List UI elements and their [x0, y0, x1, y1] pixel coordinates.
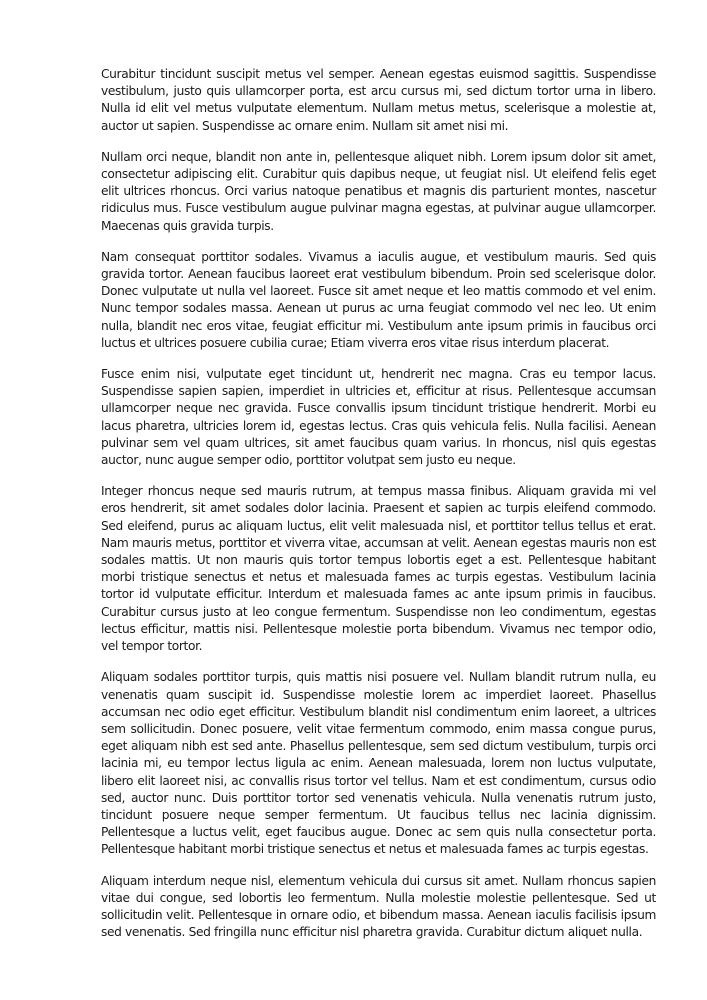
document-page	[101, 66, 656, 955]
paragraph-1: Curabitur tincidunt suscipit metus vel semper. Aenean egestas euismod sagittis. Suspendisse vestibulum, justo quis ullamcorper porta, est arcu cursus mi, sed dictum tortor urna in libero. Nulla id elit vel metus vulputate elementum. Nullam metus metus, scelerisque a molestie at, auctor ut sapien. Suspendisse ac ornare enim. Nullam sit amet nisi mi.	[101, 67, 656, 133]
paragraph-3: Nam consequat porttitor sodales. Vivamus a iaculis augue, et vestibulum mauris. Sed quis gravida tortor. Aenean faucibus laoreet erat vestibulum bibendum. Proin sed scelerisque dolor. Donec vulputate ut nulla vel laoreet. Fusce sit amet neque et leo mattis commodo et vel enim. Nunc tempor sodales massa. Aenean ut purus ac urna feugiat commodo vel nec leo. Ut enim nulla, blandit nec eros vitae, feugiat efficitur mi. Vestibulum ante ipsum primis in faucibus orci luctus et ultrices posuere cubilia curae; Etiam viverra eros vitae risus interdum placerat.	[101, 249, 656, 350]
paragraph-7: Aliquam interdum neque nisl, elementum vehicula dui cursus sit amet. Nullam rhoncus sapien vitae dui congue, sed lobortis leo fermentum. Nulla molestie molestie pellentesque. Sed ut sollicitudin velit. Pellentesque in ornare odio, et bibendum massa. Aenean iaculis facilisis ipsum sed venenatis. Sed fringilla nunc efficitur nisl pharetra gravida. Curabitur dictum aliquet nulla.	[101, 873, 656, 940]
paragraph-6: Aliquam sodales porttitor turpis, quis mattis nisi posuere vel. Nullam blandit rutrum nulla, eu venenatis quam suscipit id. Suspendisse molestie lorem ac imperdiet laoreet. Phasellus accumsan nec odio eget efficitur. Vestibulum blandit nisl condimentum enim laoreet, a ultrices sem sollicitudin. Donec posuere, velit vitae fermentum commodo, enim massa congue purus, eget aliquam nibh est sed ante. Phasellus pellentesque, sem sed dictum vestibulum, turpis orci lacinia mi, eu tempor lectus ligula ac enim. Aenean malesuada, lorem non luctus vulputate, libero elit laoreet nisi, ac convallis risus tortor vel tellus. Nam et est condimentum, cursus odio sed, auctor nunc. Duis porttitor tortor sed venenatis vehicula. Nulla venenatis rutrum justo, tincidunt posuere neque semper fermentum. Ut faucibus tellus nec lacinia dignissim. Pellentesque a luctus velit, eget faucibus augue. Donec ac sem quis nulla consectetur porta. Pellentesque habitant morbi tristique senectus et netus et malesuada fames ac turpis egestas.	[101, 670, 656, 857]
paragraph-5: Integer rhoncus neque sed mauris rutrum, at tempus massa finibus. Aliquam gravida mi vel eros hendrerit, sit amet sodales dolor lacinia. Praesent et sapien ac turpis eleifend commodo. Sed eleifend, purus ac aliquam luctus, elit velit malesuada nisl, et porttitor tellus tellus et erat. Nam mauris metus, porttitor et viverra vitae, accumsan at velit. Aenean egestas mauris non est sodales mattis. Ut non mauris quis tortor tempus lobortis eget a est. Pellentesque habitant morbi tristique senectus et netus et malesuada fames ac turpis egestas. Vestibulum lacinia tortor id vulputate efficitur. Interdum et malesuada fames ac ante ipsum primis in faucibus. Curabitur cursus justo at leo congue fermentum. Suspendisse non leo condimentum, egestas lectus efficitur, mattis nisi. Pellentesque molestie porta bibendum. Vivamus nec tempor odio, vel tempor tortor.	[101, 484, 656, 654]
paragraph-2: Nullam orci neque, blandit non ante in, pellentesque aliquet nibh. Lorem ipsum dolor sit amet, consectetur adipiscing elit. Curabitur quis dapibus neque, ut feugiat nisl. Ut eleifend felis eget elit ultrices rhoncus. Orci varius natoque penatibus et magnis dis parturient montes, nascetur ridiculus mus. Fusce vestibulum augue pulvinar magna egestas, at pulvinar augue ullamcorper. Maecenas quis gravida turpis.	[101, 149, 656, 233]
paragraph-4: Fusce enim nisi, vulputate eget tincidunt ut, hendrerit nec magna. Cras eu tempor lacus. Suspendisse sapien sapien, imperdiet in ultricies et, efficitur at risus. Pellentesque accumsan ullamcorper neque nec gravida. Fusce convallis ipsum tincidunt tristique hendrerit. Morbi eu lacus pharetra, ultricies lorem id, egestas lectus. Cras quis vehicula felis. Nulla facilisi. Aenean pulvinar sem vel quam ultrices, sit amet faucibus quam varius. In rhoncus, nisl quis egestas auctor, nunc augue semper odio, porttitor volutpat sem justo eu neque.	[101, 367, 656, 468]
